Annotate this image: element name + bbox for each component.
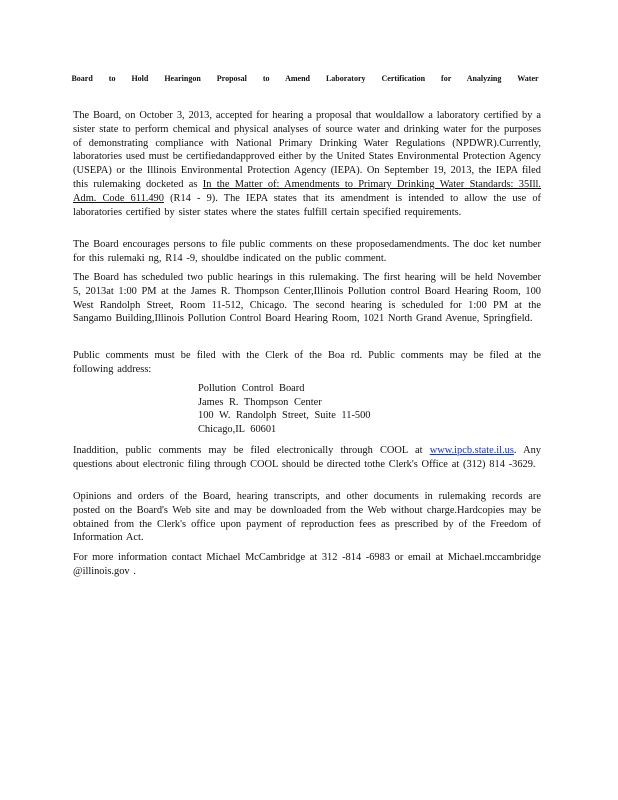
paragraph-electronic-filing	[73, 444, 541, 472]
paragraph-opinions: Opinions and orders of the Board, hearing transcripts, and other documents in rulemaking records are posted on the Board's Web site and may be downloaded from the Web without charge.Hardcopies may be obtained from the Clerk's office upon payment of reproduction fees as prescribed by of the Freedom of Information Act.	[73, 491, 541, 544]
docket-title: In the Matter of: Amendments to Primary Drinking Water Standards: 35Ill. Adm. Code 611.490	[73, 178, 541, 204]
paragraph-proposal-text: The Board, on October 3, 2013, accepted for hearing a proposal that wouldallow a laboratory certified by a sister state to perform chemical and physical analyses of source water and drinking water for the purposes of demonstrating compliance with National Primary Drinking Water Regulations (NPDWR).Currently, laboratories used must be certifiedandapproved either by the United States Environmental Protection Agency (USEPA) or the Illinois Environmental Protection Agency (IEPA). On September 19, 2013, the IEPA filed this rulemaking docketed as	[73, 110, 541, 190]
paragraph-contact: For more information contact Michael McCambridge at 312 -814 -6983 or email at Michael.mccambridge @illinois.gov .	[73, 552, 541, 577]
paragraph-public-comments: The Board encourages persons to file public comments on these proposedamendments. The doc ket number for this rulemaki ng, R14 -9, shouldbe indicated on the public comment.	[73, 239, 541, 264]
address-line: Chicago,IL 60601	[198, 423, 277, 435]
document-title: Board to Hold Hearingon Proposal to Amend Laboratory Certification for Analyzing Water	[71, 74, 539, 83]
paragraph-filing: Public comments must be filed with the Clerk of the Boa rd. Public comments may be filed at the following address:	[73, 350, 541, 375]
paragraph-proposal-text-end: (R14 - 9). The IEPA states that its amendment is intended to allow the use of laboratories certified by sister states where the states fulfill certain specified requirements.	[73, 192, 541, 218]
paragraph-hearings: The Board has scheduled two public hearings in this rulemaking. The first hearing will be held November 5, 2013at 1:00 PM at the James R. Thompson Center,Illinois Pollution control Board Hearing Room, 100 West Randolph Street, Room 11-512, Chicago. The second hearing is scheduled for 1:00 PM at the Sangamo Building,Illinois Pollution Control Board Hearing Room, 1021 North Grand Avenue, Springfield.	[73, 272, 541, 325]
paragraph-electronic-text-end: . Any questions about electronic filing through COOL should be directed tothe Clerk's Office at (312) 814 -3629.	[73, 445, 541, 470]
address-line: James R. Thompson Center	[198, 396, 322, 408]
address-line: Pollution Control Board	[198, 383, 305, 394]
mailing-address	[198, 382, 371, 436]
paragraph-electronic-text: Inaddition, public comments may be filed electronically through COOL at	[73, 445, 423, 456]
address-line: 100 W. Randolph Street, Suite 11-500	[198, 410, 371, 422]
paragraph-proposal	[73, 109, 541, 219]
ipcb-website-link[interactable]: www.ipcb.state.il.us	[429, 445, 514, 456]
